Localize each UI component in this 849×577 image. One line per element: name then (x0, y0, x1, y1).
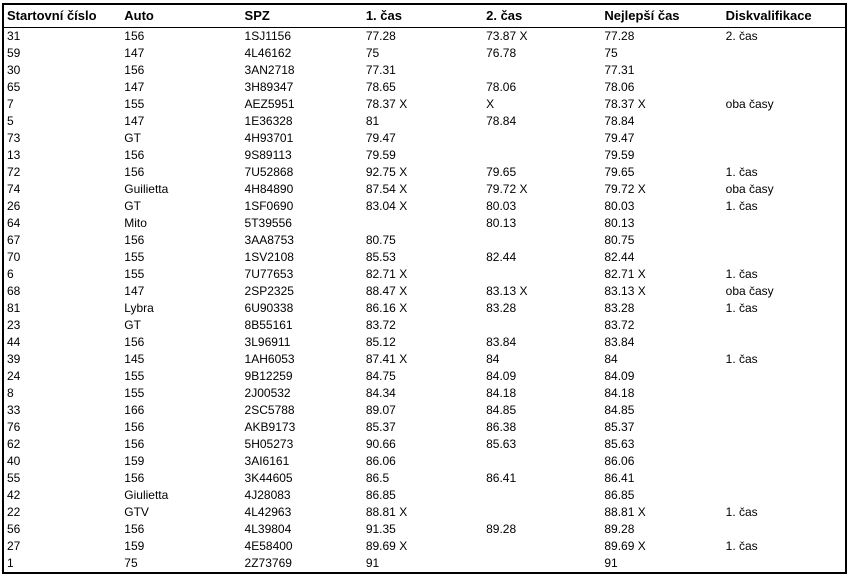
table-cell-time1: 77.31 (365, 63, 396, 77)
table-row (3, 368, 846, 385)
table-cell-auto: Giulietta (124, 488, 169, 502)
table-cell-time2 (483, 62, 601, 79)
table-cell-time1: 87.41 X (365, 352, 408, 366)
table-cell-disqualification: 1. čas (725, 505, 758, 519)
table-cell-disqualification (723, 385, 846, 402)
table-row (3, 317, 846, 334)
table-cell-disqualification: 2. čas (725, 29, 758, 43)
column-header-time1: 1. čas (363, 4, 483, 28)
table-cell-start-number: 44 (7, 335, 21, 349)
table-cell-best-time: 83.84 (604, 335, 635, 349)
table-cell-start-number: 7 (7, 97, 14, 111)
table-cell-auto: Lybra (124, 301, 154, 315)
table-cell-start-number: 64 (7, 216, 21, 230)
table-cell-start-number: 65 (7, 80, 21, 94)
table-cell-start-number: 67 (7, 233, 21, 247)
column-header-disqualification: Diskvalifikace (723, 4, 846, 28)
table-row (3, 79, 846, 96)
table-cell-time2: 86.38 (486, 420, 517, 434)
table-cell-start-number: 62 (7, 437, 21, 451)
header-row (3, 4, 846, 28)
table-cell-disqualification (723, 419, 846, 436)
table-cell-start-number: 55 (7, 471, 21, 485)
table-cell-disqualification: 1. čas (725, 267, 758, 281)
table-cell-time2: 84.09 (486, 369, 517, 383)
table-cell-best-time: 78.84 (604, 114, 635, 128)
table-cell-time1: 89.07 (365, 403, 396, 417)
table-row (3, 470, 846, 487)
table-cell-auto: 159 (124, 454, 145, 468)
table-cell-spz: 3H89347 (244, 80, 294, 94)
table-cell-time1: 88.47 X (365, 284, 408, 298)
table-cell-auto: 147 (124, 46, 145, 60)
table-cell-spz: 4J28083 (244, 488, 291, 502)
table-cell-start-number: 42 (7, 488, 21, 502)
table-cell-time2: 83.28 (486, 301, 517, 315)
table-cell-auto: 155 (124, 267, 145, 281)
table-cell-spz: 4H93701 (244, 131, 294, 145)
table-cell-time1 (363, 215, 483, 232)
table-cell-auto: 156 (124, 29, 145, 43)
table-cell-spz: 5H05273 (244, 437, 294, 451)
column-header-start-number: Startovní číslo (3, 4, 121, 28)
table-cell-time1: 78.65 (365, 80, 396, 94)
table-cell-auto: GT (124, 131, 141, 145)
table-cell-spz: 6U90338 (244, 301, 294, 315)
table-row (3, 283, 846, 300)
table-cell-auto: 147 (124, 114, 145, 128)
table-cell-disqualification (723, 402, 846, 419)
table-cell-time1: 84.34 (365, 386, 396, 400)
table-cell-best-time: 80.03 (604, 199, 635, 213)
table-cell-time2: 78.84 (486, 114, 517, 128)
table-row (3, 453, 846, 470)
table-cell-spz: 1SJ1156 (244, 29, 292, 43)
table-cell-auto: GT (124, 318, 141, 332)
table-cell-time1: 83.72 (365, 318, 396, 332)
table-cell-start-number: 68 (7, 284, 21, 298)
table-cell-start-number: 13 (7, 148, 21, 162)
table-cell-disqualification (723, 130, 846, 147)
column-header-auto: Auto (121, 4, 241, 28)
table-cell-time1: 78.37 X (365, 97, 408, 111)
table-cell-auto: 155 (124, 369, 145, 383)
table-cell-auto: 155 (124, 250, 145, 264)
table-cell-spz: 4L39804 (244, 522, 292, 536)
table-cell-best-time: 86.06 (604, 454, 635, 468)
table-cell-auto: 159 (124, 539, 145, 553)
table-cell-spz: 3AA8753 (244, 233, 294, 247)
table-cell-time2 (483, 317, 601, 334)
table-cell-time1: 82.71 X (365, 267, 408, 281)
table-row (3, 198, 846, 215)
table-cell-start-number: 33 (7, 403, 21, 417)
table-cell-auto: GT (124, 199, 141, 213)
table-cell-time1: 86.06 (365, 454, 396, 468)
table-cell-start-number: 76 (7, 420, 21, 434)
table-cell-time1: 86.16 X (365, 301, 408, 315)
table-cell-time2 (483, 538, 601, 555)
table-cell-auto: 156 (124, 148, 145, 162)
table-cell-disqualification: 1. čas (725, 539, 758, 553)
table-cell-auto: 156 (124, 471, 145, 485)
table-row (3, 232, 846, 249)
table-cell-time1: 81 (365, 114, 380, 128)
table-cell-start-number: 72 (7, 165, 21, 179)
table-cell-spz: 7U77653 (244, 267, 294, 281)
table-cell-start-number: 31 (7, 29, 21, 43)
table-cell-start-number: 1 (7, 556, 14, 570)
table-cell-disqualification (723, 45, 846, 62)
table-cell-spz: 1SV2108 (244, 250, 294, 264)
table-row (3, 436, 846, 453)
table-cell-best-time: 82.71 X (604, 267, 646, 281)
table-cell-start-number: 23 (7, 318, 21, 332)
table-cell-spz: 4E58400 (244, 539, 293, 553)
table-cell-disqualification: 1. čas (725, 352, 758, 366)
table-cell-spz: AEZ5951 (244, 97, 295, 111)
table-cell-disqualification (723, 334, 846, 351)
table-cell-best-time: 84.18 (604, 386, 635, 400)
table-cell-best-time: 75 (604, 46, 618, 60)
table-cell-time2: 78.06 (486, 80, 517, 94)
table-cell-auto: 155 (124, 386, 145, 400)
table-cell-time1: 86.5 (365, 471, 390, 485)
table-cell-start-number: 59 (7, 46, 21, 60)
table-cell-start-number: 8 (7, 386, 14, 400)
table-cell-best-time: 77.31 (604, 63, 635, 77)
table-cell-time1: 91 (365, 556, 380, 570)
table-cell-auto: 156 (124, 437, 145, 451)
table-cell-best-time: 86.41 (604, 471, 635, 485)
table-cell-disqualification: oba časy (725, 284, 774, 298)
table-cell-start-number: 40 (7, 454, 21, 468)
table-cell-time2: 80.03 (486, 199, 517, 213)
table-row (3, 351, 846, 368)
column-header-best-time: Nejlepší čas (601, 4, 722, 28)
table-cell-auto: 145 (124, 352, 145, 366)
table-cell-time1: 86.85 (365, 488, 396, 502)
table-cell-time1: 88.81 X (365, 505, 408, 519)
table-cell-time2 (483, 266, 601, 283)
table-cell-spz: 9B12259 (244, 369, 293, 383)
table-cell-start-number: 6 (7, 267, 14, 281)
table-cell-best-time: 84 (604, 352, 618, 366)
table-cell-best-time: 77.28 (604, 29, 635, 43)
table-cell-spz: 7U52868 (244, 165, 294, 179)
table-cell-time2: 73.87 X (486, 29, 528, 43)
column-header-spz: SPZ (242, 4, 363, 28)
table-row (3, 62, 846, 79)
table-cell-spz: 3K44605 (244, 471, 293, 485)
table-cell-time2: 83.84 (486, 335, 517, 349)
table-cell-best-time: 85.37 (604, 420, 635, 434)
table-cell-start-number: 24 (7, 369, 21, 383)
table-cell-best-time: 85.63 (604, 437, 635, 451)
table-cell-best-time: 89.28 (604, 522, 635, 536)
table-cell-spz: 8B55161 (244, 318, 293, 332)
table-cell-best-time: 82.44 (604, 250, 635, 264)
table-cell-disqualification (723, 470, 846, 487)
table-cell-time2 (483, 147, 601, 164)
table-cell-time2: 80.13 (486, 216, 517, 230)
table-cell-disqualification (723, 453, 846, 470)
table-cell-time1: 85.12 (365, 335, 396, 349)
table-row (3, 300, 846, 317)
table-cell-time1: 83.04 X (365, 199, 408, 213)
table-cell-disqualification (723, 317, 846, 334)
table-cell-disqualification (723, 368, 846, 385)
table-cell-disqualification (723, 436, 846, 453)
table-cell-best-time: 84.85 (604, 403, 635, 417)
table-cell-disqualification: oba časy (725, 182, 774, 196)
table-cell-time2: 83.13 X (486, 284, 528, 298)
table-row (3, 181, 846, 198)
table-cell-spz: 2SC5788 (244, 403, 295, 417)
table-cell-time2: 84.85 (486, 403, 517, 417)
table-cell-auto: Guilietta (124, 182, 169, 196)
table-cell-disqualification: oba časy (725, 97, 774, 111)
table-cell-best-time: 88.81 X (604, 505, 646, 519)
table-cell-auto: GTV (124, 505, 149, 519)
table-cell-best-time: 83.28 (604, 301, 635, 315)
table-cell-start-number: 5 (7, 114, 14, 128)
table-cell-spz: 5T39556 (244, 216, 292, 230)
table-cell-spz: AKB9173 (244, 420, 296, 434)
table-cell-best-time: 86.85 (604, 488, 635, 502)
table-cell-time1: 79.59 (365, 148, 396, 162)
table-cell-start-number: 22 (7, 505, 21, 519)
table-cell-disqualification (723, 113, 846, 130)
table-cell-time1: 84.75 (365, 369, 396, 383)
table-cell-time1: 92.75 X (365, 165, 408, 179)
table-cell-spz: 1AH6053 (244, 352, 295, 366)
table-cell-spz: 1SF0690 (244, 199, 294, 213)
table-cell-spz: 4L46162 (244, 46, 292, 60)
table-cell-time1: 89.69 X (365, 539, 408, 553)
column-header-time2: 2. čas (483, 4, 601, 28)
table-cell-auto: 166 (124, 403, 145, 417)
table-row (3, 538, 846, 555)
table-cell-time1: 77.28 (365, 29, 396, 43)
table-cell-best-time: 78.06 (604, 80, 635, 94)
table-cell-disqualification (723, 487, 846, 504)
table-row (3, 555, 846, 573)
table-cell-best-time: 79.65 (604, 165, 635, 179)
table-cell-start-number: 70 (7, 250, 21, 264)
table-cell-spz: 3AI6161 (244, 454, 290, 468)
table-cell-time2: 84.18 (486, 386, 517, 400)
table-row (3, 504, 846, 521)
table-cell-time2 (483, 453, 601, 470)
table-cell-disqualification (723, 62, 846, 79)
table-cell-spz: 9S89113 (244, 148, 292, 162)
table-cell-disqualification: 1. čas (725, 165, 758, 179)
table-cell-time2: X (486, 97, 495, 111)
table-cell-auto: 156 (124, 233, 145, 247)
table-cell-time2: 82.44 (486, 250, 517, 264)
table-row (3, 419, 846, 436)
table-cell-auto: 147 (124, 80, 145, 94)
table-cell-time1: 75 (365, 46, 380, 60)
table-row (3, 521, 846, 538)
table-cell-spz: 1E36328 (244, 114, 293, 128)
table-cell-disqualification: 1. čas (725, 199, 758, 213)
table-row (3, 147, 846, 164)
table-cell-best-time: 89.69 X (604, 539, 646, 553)
table-row (3, 402, 846, 419)
table-row (3, 164, 846, 181)
table-cell-disqualification: 1. čas (725, 301, 758, 315)
table-cell-auto: 156 (124, 522, 145, 536)
table-cell-time2: 84 (486, 352, 500, 366)
table-cell-time2: 76.78 (486, 46, 517, 60)
table-cell-disqualification (723, 232, 846, 249)
table-cell-disqualification (723, 147, 846, 164)
table-cell-start-number: 56 (7, 522, 21, 536)
table-cell-time2 (483, 232, 601, 249)
table-cell-time1: 85.53 (365, 250, 396, 264)
table-cell-disqualification (723, 249, 846, 266)
table-cell-disqualification (723, 79, 846, 96)
table-cell-disqualification (723, 521, 846, 538)
table-cell-time2: 79.72 X (486, 182, 528, 196)
table-cell-time1: 79.47 (365, 131, 396, 145)
table-cell-best-time: 78.37 X (604, 97, 646, 111)
table-row (3, 113, 846, 130)
table-cell-time2 (483, 130, 601, 147)
table-row (3, 215, 846, 232)
table-row (3, 334, 846, 351)
table-cell-time1: 87.54 X (365, 182, 408, 196)
table-row (3, 28, 846, 46)
table-cell-best-time: 84.09 (604, 369, 635, 383)
table-cell-spz: 4L42963 (244, 505, 292, 519)
table-cell-time1: 80.75 (365, 233, 396, 247)
table-cell-start-number: 73 (7, 131, 21, 145)
table-row (3, 45, 846, 62)
table-cell-best-time: 80.75 (604, 233, 635, 247)
table-cell-best-time: 79.59 (604, 148, 635, 162)
table-cell-best-time: 79.72 X (604, 182, 646, 196)
table-cell-start-number: 74 (7, 182, 21, 196)
table-cell-start-number: 81 (7, 301, 21, 315)
table-row (3, 266, 846, 283)
table-cell-spz: 3AN2718 (244, 63, 295, 77)
table-row (3, 130, 846, 147)
table-cell-time2: 85.63 (486, 437, 517, 451)
table-cell-spz: 2SP2325 (244, 284, 294, 298)
table-cell-time2 (483, 555, 601, 573)
table-cell-time2: 79.65 (486, 165, 517, 179)
table-cell-auto: Mito (124, 216, 147, 230)
table-cell-auto: 156 (124, 335, 145, 349)
table-cell-auto: 156 (124, 63, 145, 77)
table-cell-start-number: 30 (7, 63, 21, 77)
table-cell-auto: 147 (124, 284, 145, 298)
table-cell-spz: 4H84890 (244, 182, 294, 196)
table-cell-best-time: 79.47 (604, 131, 635, 145)
table-cell-auto: 156 (124, 420, 145, 434)
table-cell-time1: 90.66 (365, 437, 396, 451)
table-cell-time2 (483, 504, 601, 521)
table-cell-disqualification (723, 215, 846, 232)
table-cell-time1: 85.37 (365, 420, 396, 434)
table-cell-spz: 2J00532 (244, 386, 291, 400)
table-cell-auto: 155 (124, 97, 145, 111)
table-cell-best-time: 83.72 (604, 318, 635, 332)
table-cell-best-time: 83.13 X (604, 284, 646, 298)
table-cell-spz: 3L96911 (244, 335, 291, 349)
table-row (3, 385, 846, 402)
table-cell-disqualification (723, 555, 846, 573)
table-cell-time2: 86.41 (486, 471, 517, 485)
results-table-body (3, 28, 846, 574)
table-cell-start-number: 39 (7, 352, 21, 366)
table-cell-spz: 2Z73769 (244, 556, 292, 570)
table-cell-start-number: 27 (7, 539, 21, 553)
table-row (3, 96, 846, 113)
table-cell-start-number: 26 (7, 199, 21, 213)
table-cell-auto: 75 (124, 556, 138, 570)
table-row (3, 249, 846, 266)
table-cell-time1: 91.35 (365, 522, 396, 536)
table-cell-best-time: 80.13 (604, 216, 635, 230)
table-cell-best-time: 91 (604, 556, 618, 570)
table-cell-auto: 156 (124, 165, 145, 179)
table-cell-time2 (483, 487, 601, 504)
race-results-table (2, 3, 847, 574)
table-cell-time2: 89.28 (486, 522, 517, 536)
table-row (3, 487, 846, 504)
